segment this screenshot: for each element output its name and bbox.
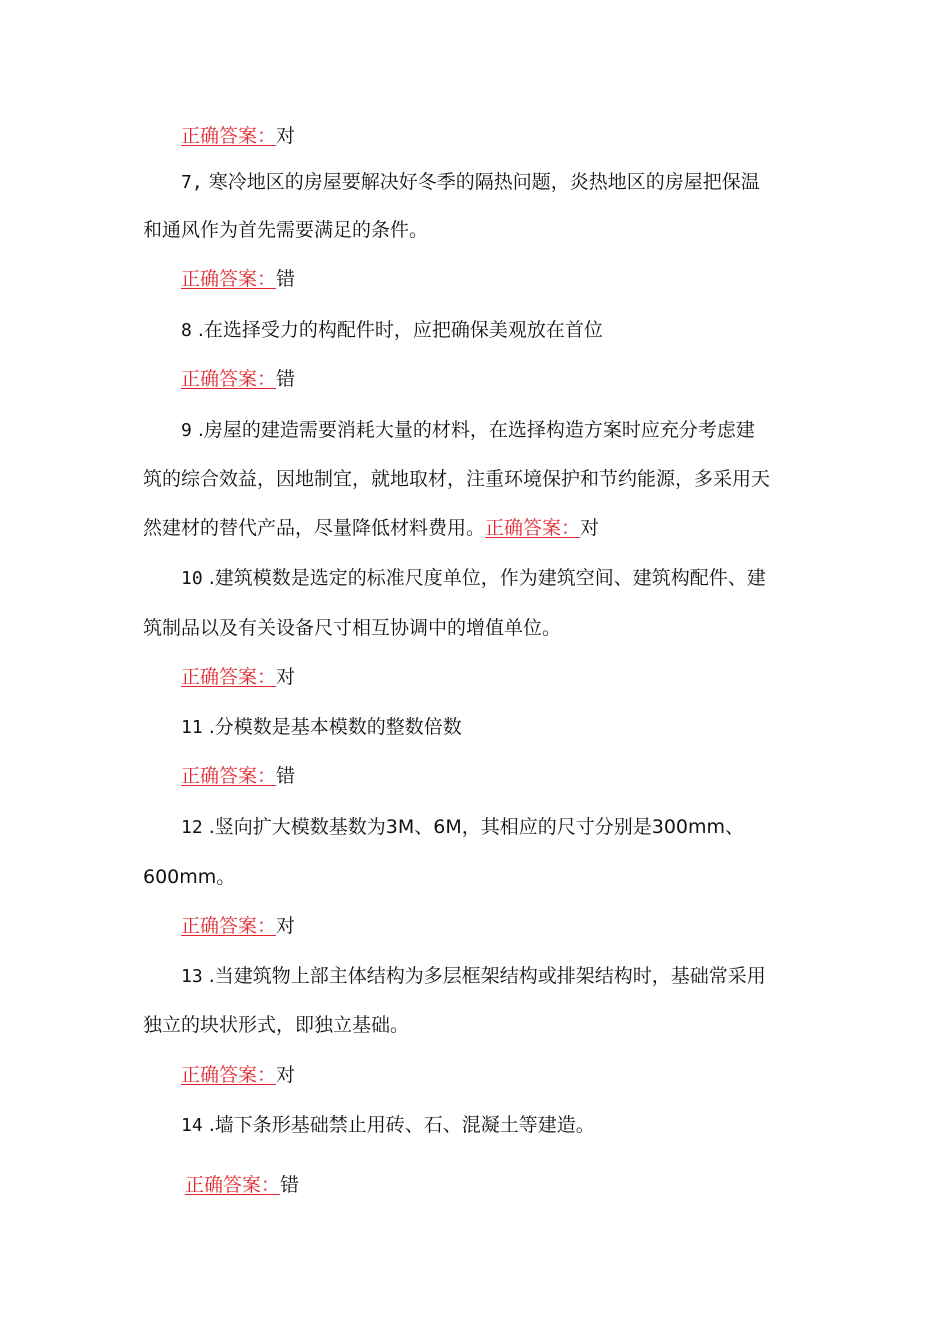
answer-line-q11 — [181, 764, 295, 788]
answer-line-q12 — [181, 914, 295, 938]
answer-line-q8 — [181, 367, 295, 391]
question-number: 11 — [181, 717, 203, 738]
answer-label: 正确答案： — [185, 1174, 281, 1196]
question-text: 寒冷地区的房屋要解决好冬季的隔热问题，炎热地区的房屋把保温 — [208, 171, 760, 193]
question-12-line-1 — [181, 815, 744, 840]
question-number: 13 — [181, 966, 203, 987]
answer-label: 正确答案： — [181, 368, 277, 390]
question-number: 10 — [181, 568, 203, 589]
answer-label: 正确答案： — [181, 666, 277, 688]
question-text: .当建筑物上部主体结构为多层框架结构或排架结构时，基础常采用 — [208, 965, 766, 987]
answer-label: 正确答案： — [181, 1064, 277, 1086]
answer-line-q10 — [181, 665, 295, 689]
question-text: .在选择受力的构配件时，应把确保美观放在首位 — [197, 319, 603, 341]
answer-value: 对 — [580, 517, 600, 539]
answer-line-q14 — [185, 1173, 299, 1197]
question-12-line-2 — [143, 865, 235, 889]
question-13-line-2 — [143, 1013, 409, 1037]
answer-value: 对 — [276, 666, 296, 688]
question-7-line-2 — [143, 218, 428, 242]
answer-value: 错 — [280, 1174, 300, 1196]
question-11-line-1 — [181, 715, 462, 740]
answer-line-q13 — [181, 1063, 295, 1087]
question-9-line-2 — [143, 467, 770, 491]
question-14-line-1 — [181, 1113, 595, 1138]
question-text: .房屋的建造需要消耗大量的材料，在选择构造方案时应充分考虑建 — [197, 419, 755, 441]
answer-value: 错 — [276, 268, 296, 290]
question-text: .竖向扩大模数基数为3M、6M，其相应的尺寸分别是300mm、 — [208, 816, 745, 838]
answer-value: 错 — [276, 765, 296, 787]
question-text: 600mm。 — [143, 866, 236, 888]
answer-line-q6 — [181, 124, 295, 148]
answer-label: 正确答案： — [181, 268, 277, 290]
question-10-line-2 — [143, 616, 561, 640]
question-8-line-1 — [181, 318, 603, 343]
answer-value: 对 — [276, 915, 296, 937]
question-number: 8 — [181, 320, 192, 341]
question-number: 12 — [181, 817, 203, 838]
answer-label: 正确答案： — [485, 517, 581, 539]
question-text: .分模数是基本模数的整数倍数 — [208, 716, 462, 738]
answer-line-q7 — [181, 267, 295, 291]
question-number: 9 — [181, 420, 192, 441]
question-number: 14 — [181, 1115, 203, 1136]
question-7-line-1 — [181, 170, 760, 195]
question-9-line-1 — [181, 418, 755, 443]
answer-label: 正确答案： — [181, 915, 277, 937]
answer-label: 正确答案： — [181, 125, 277, 147]
answer-value: 对 — [276, 125, 296, 147]
question-text: 独立的块状形式，即独立基础。 — [143, 1014, 410, 1036]
question-text: 然建材的替代产品，尽量降低材料费用。 — [143, 517, 486, 539]
question-text: 筑制品以及有关设备尺寸相互协调中的增值单位。 — [143, 617, 562, 639]
question-text: .建筑模数是选定的标准尺度单位，作为建筑空间、建筑构配件、建 — [208, 567, 766, 589]
question-text: .墙下条形基础禁止用砖、石、混凝土等建造。 — [208, 1114, 595, 1136]
question-number: 7, — [181, 172, 203, 193]
question-9-line-3 — [143, 516, 599, 540]
answer-value: 错 — [276, 368, 296, 390]
question-text: 和通风作为首先需要满足的条件。 — [143, 219, 429, 241]
question-text: 筑的综合效益，因地制宜，就地取材，注重环境保护和节约能源，多采用天 — [143, 468, 771, 490]
question-10-line-1 — [181, 566, 766, 591]
answer-value: 对 — [276, 1064, 296, 1086]
answer-label: 正确答案： — [181, 765, 277, 787]
question-13-line-1 — [181, 964, 766, 989]
